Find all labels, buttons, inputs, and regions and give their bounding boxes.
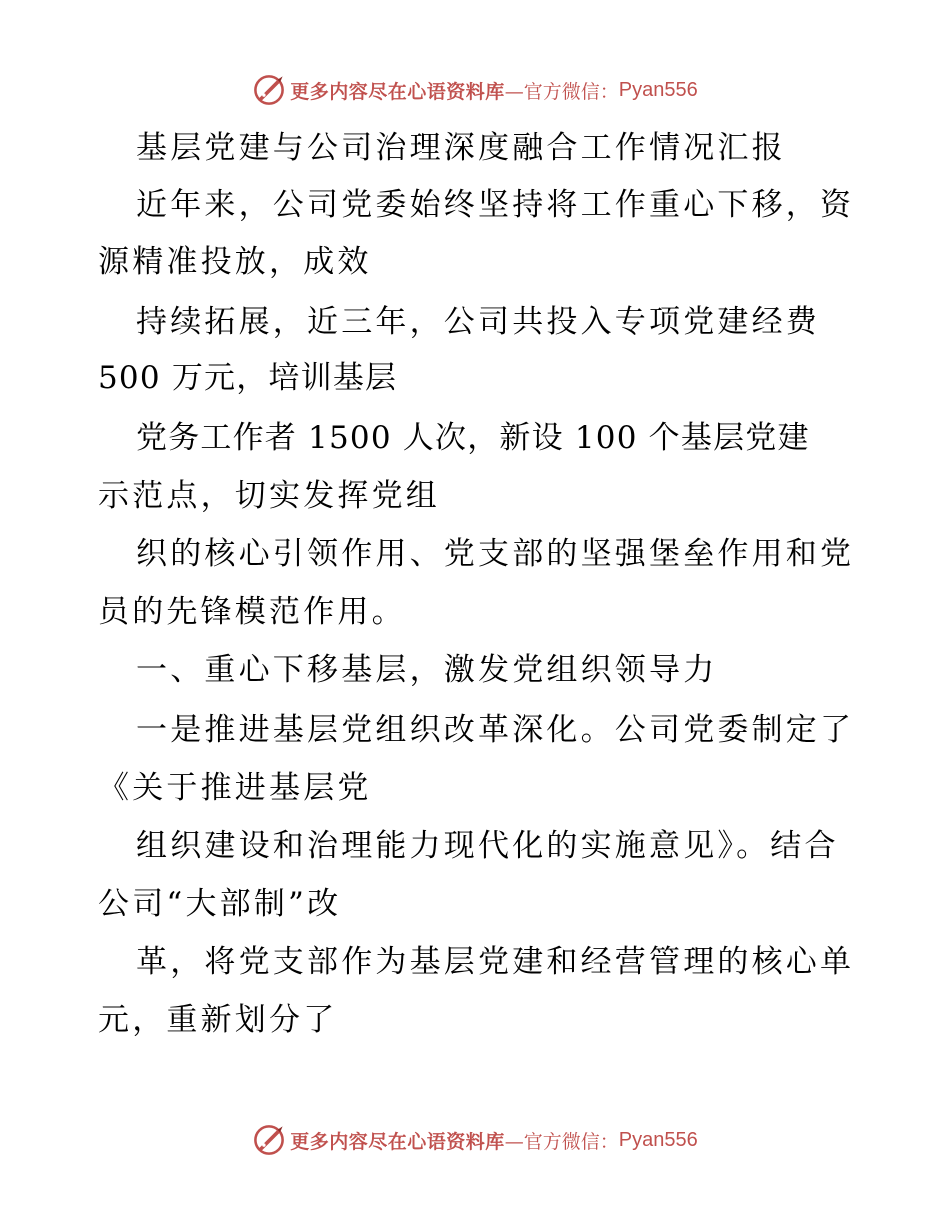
header-banner-sub: —官方微信：	[504, 80, 619, 103]
footer-banner-main: 更多内容尽在心语资料库	[290, 1130, 505, 1153]
body-line: 近年来，公司党委始终坚持将工作重心下移，资	[136, 187, 855, 223]
body-line: 党务工作者 1500 人次，新设 100 个基层党建	[136, 420, 810, 456]
pen-nib-logo-icon	[252, 1123, 286, 1157]
section-heading: 一、重心下移基层，激发党组织领导力	[136, 652, 718, 688]
body-line: 公司“大部制”改	[98, 886, 342, 922]
body-line: 持续拓展，近三年，公司共投入专项党建经费	[136, 304, 820, 340]
footer-banner-id: Pyan556	[618, 1128, 698, 1151]
body-line: 织的核心引领作用、党支部的坚强堡垒作用和党	[136, 536, 855, 572]
body-line: 《关于推进基层党	[98, 770, 372, 806]
body-line: 员的先锋模范作用。	[98, 594, 406, 630]
body-line: 元，重新划分了	[98, 1002, 338, 1038]
footer-banner	[0, 1118, 950, 1162]
pen-nib-logo-icon	[252, 73, 286, 107]
header-banner-main: 更多内容尽在心语资料库	[290, 80, 505, 103]
body-line: 500 万元，培训基层	[98, 360, 398, 396]
footer-banner-sub: —官方微信：	[504, 1130, 619, 1153]
body-line: 示范点，切实发挥党组	[98, 478, 440, 514]
body-line: 源精准投放，成效	[98, 244, 372, 280]
body-line: 一是推进基层党组织改革深化。公司党委制定了	[136, 712, 855, 748]
header-banner-id: Pyan556	[618, 78, 698, 101]
header-banner	[0, 68, 950, 112]
document-title: 基层党建与公司治理深度融合工作情况汇报	[136, 130, 786, 166]
body-line: 革，将党支部作为基层党建和经营管理的核心单	[136, 944, 855, 980]
body-line: 组织建设和治理能力现代化的实施意见》。结合	[136, 828, 839, 864]
